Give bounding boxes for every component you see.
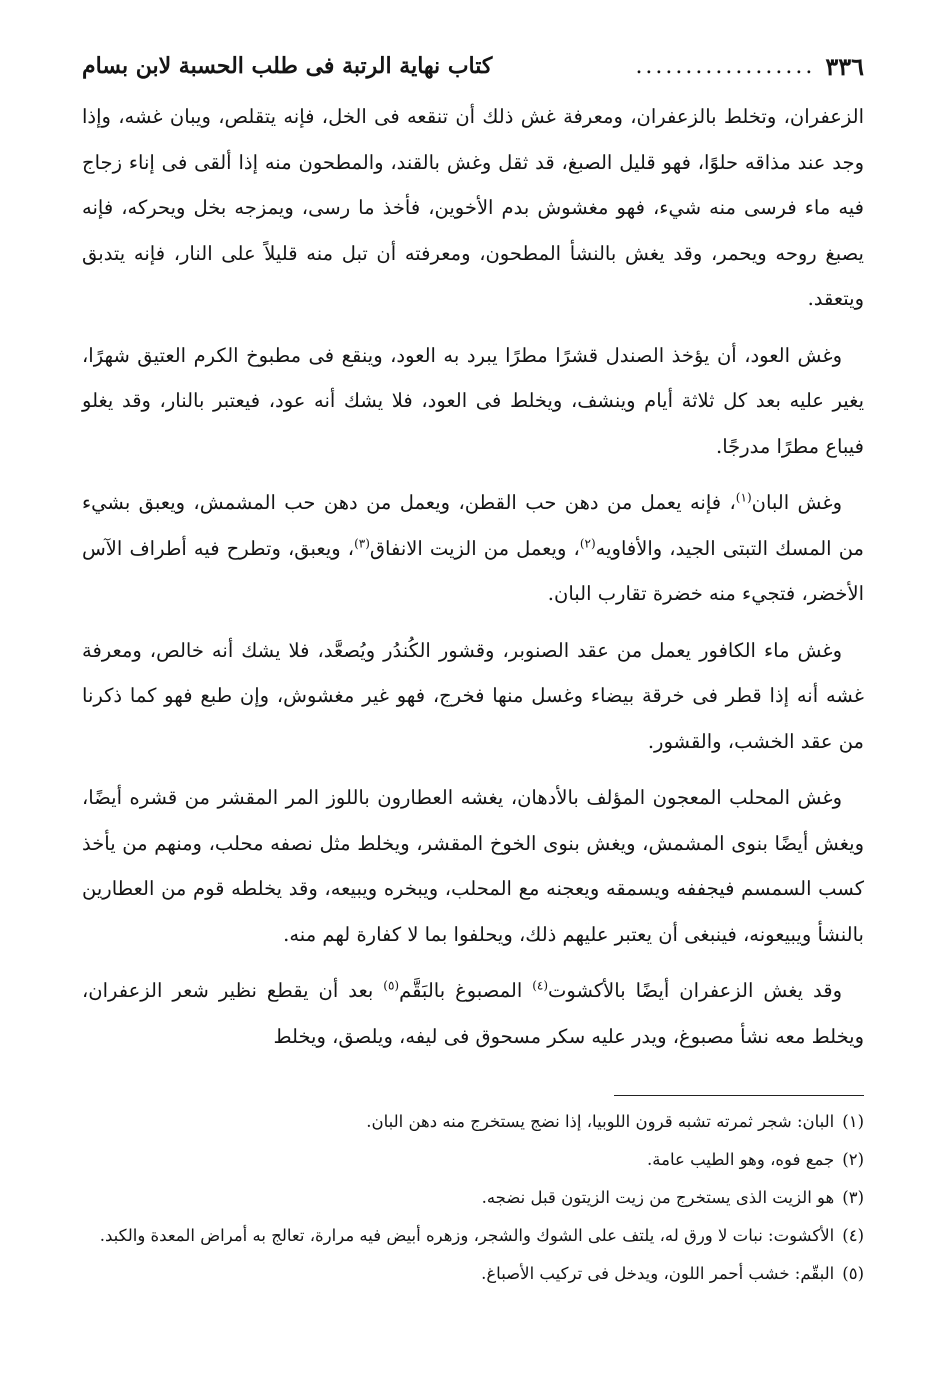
paragraph xyxy=(82,333,864,470)
paragraph xyxy=(82,94,864,322)
paragraph-text: المصبوغ بالبَقَّم xyxy=(399,979,533,1002)
paragraph-text: ، ويعبق، وتطرح فيه أطراف الآس الأخضر، فتجيء منه خضرة تقارب البان. xyxy=(82,536,864,605)
footnote-ref: (٤) xyxy=(532,978,549,993)
paragraph-text: وغش المحلب المعجون المؤلف بالأدهان، يغشه العطارون باللوز المر المقشر من قشره أيضًا، ويغش أيضًا بنوى المشمش، ويغش بنوى الخوخ المقشر، ويخلط مثل نصفه محلب، ومنهم من يأخذ كسب السمسم فيجففه ويسمقه ويعجنه مع المحلب، ويبخره ويبيعه، وقد يخلطه قوم من العطارين بالنشأ ويبيعونه، فينبغى أن يعتبر عليهم ذلك، ويحلفوا بما لا كفارة لهم منه. xyxy=(82,786,864,946)
paragraph-text: ، فإنه يعمل من دهن حب القطن، ويعمل من دهن حب المشمش، ويعبق بشيء من المسك التبتى الجيد، والأفاويه xyxy=(82,491,864,560)
page-number: ٣٣٦ xyxy=(825,51,864,81)
paragraph-text: وقد يغش الزعفران أيضًا بالأكشوت xyxy=(548,979,842,1002)
footnote-ref: (١) xyxy=(735,490,752,505)
footnote-number: (٥) xyxy=(842,1264,864,1283)
footnote xyxy=(82,1144,864,1176)
paragraph-text: بعد أن يقطع نظير شعر الزعفران، ويخلط معه نشأ مصبوغ، ويدر عليه سكر مسحوق فى ليفه، ويلصق، ويخلط xyxy=(82,979,864,1048)
footnote xyxy=(82,1106,864,1138)
paragraph-text: وغش ماء الكافور يعمل من عقد الصنوبر، وقشور الكُندُر ويُصعَّد، فلا يشك أنه خالص، ومعرفة غشه أنه إذا قطر فى خرقة بيضاء وغسل منها فخرج، فهو غير مغشوش، وإن طبع فهو كما ذكرنا من عقد الخشب، والقشور. xyxy=(82,638,864,753)
footnote-number: (٤) xyxy=(842,1226,864,1245)
paragraph xyxy=(82,968,864,1059)
footnote-ref: (٣) xyxy=(354,536,370,550)
footnote-number: (١) xyxy=(842,1112,864,1131)
footnote xyxy=(82,1220,864,1252)
footnote-text: هو الزيت الذى يستخرج من زيت الزيتون قبل نضجه. xyxy=(481,1188,835,1207)
footnote-text: جمع فوه، وهو الطيب عامة. xyxy=(647,1150,835,1169)
book-title: كتاب نهاية الرتبة فى طلب الحسبة لابن بسام xyxy=(82,53,493,79)
paragraph-text: الزعفران، وتخلط بالزعفران، ومعرفة غش ذلك أن تنقعه فى الخل، فإنه يتقلص، ويبان غشه، وإذا وجد عند مذاقه حلوًا، فهو قليل الصبغ، قد ثقل وغش بالقند، والمطحون منه إذا ألقى فى إناء زجاج فيه ماء فرسى منه شيء، فهو مغشوش بدم الأخوين، فأخذ ما رسى، ويمزجه بخل ويحركه، فإنه يصبغ روحه ويحمر، وقد يغش بالنشأ المطحون، ومعرفته أن تبل منه قليلاً على النار، فإنه يتدبق ويتعقد. xyxy=(82,105,864,310)
footnote-number: (٣) xyxy=(842,1188,864,1207)
header-leader-dots: .................. xyxy=(635,53,816,79)
footnote xyxy=(82,1182,864,1214)
footnote-ref: (٢) xyxy=(579,536,596,550)
footnote-text: البقّم: خشب أحمر اللون، ويدخل فى تركيب الأصباغ. xyxy=(481,1264,835,1283)
paragraph-text: ، ويعمل من الزيت الانفاق xyxy=(369,536,580,560)
footnote-ref: (٥) xyxy=(383,978,400,993)
paragraph xyxy=(82,480,864,617)
paragraph xyxy=(82,775,864,957)
paragraph-text: وغش العود، أن يؤخذ الصندل قشرًا مطرًا يبرد به العود، وينقع فى مطبوخ الكرم العتيق شهرًا، يغير عليه بعد كل ثلاثة أيام وينشف، ويخلط فى العود، فلا يشك أنه عود، فيعتبر بالنار، وقد يغلو فيباع مطرًا مدرجًا. xyxy=(82,343,864,458)
paragraph xyxy=(82,628,864,765)
main-text xyxy=(82,94,864,1070)
footnote-text: البان: شجر ثمرته تشبه قرون اللوبيا، إذا نضج يستخرج منه دهن البان. xyxy=(366,1112,835,1131)
footnote-separator xyxy=(614,1095,864,1096)
footnote-text: الأكشوت: نبات لا ورق له، يلتف على الشوك والشجر، وزهره أبيض فيه مرارة، تعالج به أمراض المعدة والكبد. xyxy=(99,1226,835,1245)
footnotes xyxy=(82,1106,864,1296)
paragraph-text: وغش البان xyxy=(751,491,842,514)
footnote xyxy=(82,1258,864,1290)
footnote-number: (٢) xyxy=(842,1150,864,1169)
running-header xyxy=(82,44,864,88)
